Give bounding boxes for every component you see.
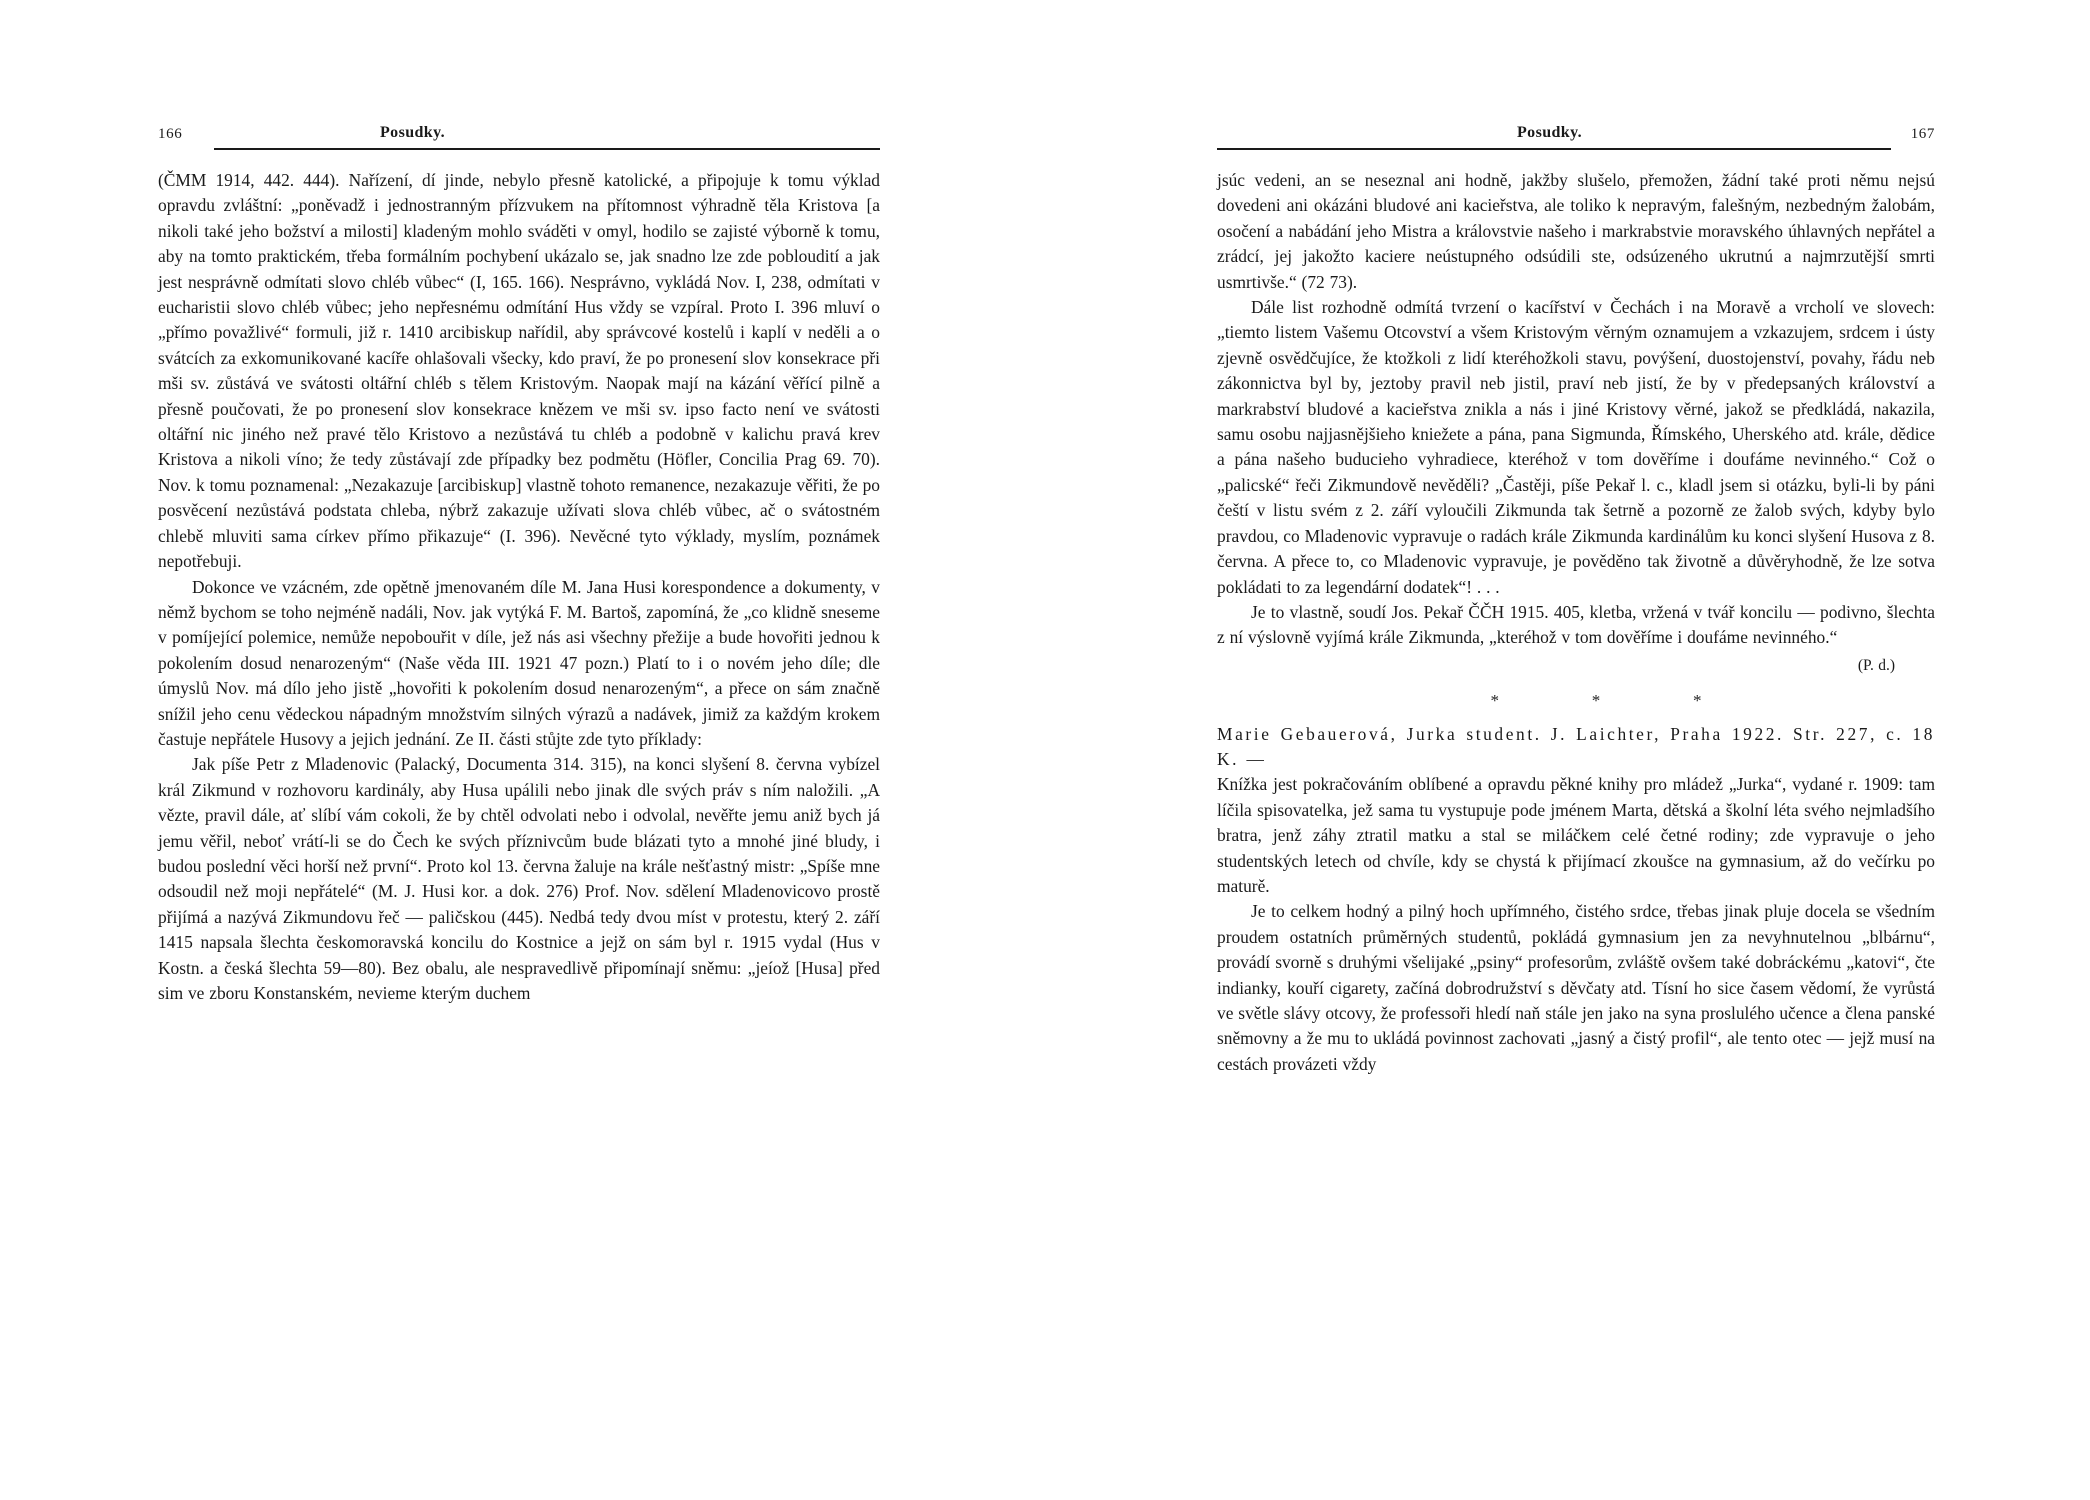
section-divider-stars: * * * [1490,691,1746,711]
left-column [158,120,880,1006]
page-right [1045,0,2090,1500]
running-title-left: Posudky. [380,124,446,141]
paragraph: Knížka jest pokračováním oblíbené a opravdu pěkné knihy pro mládež „Jurka“, vydané r. 1909: tam líčila spisovatelka, jež sama tu vystupuje pode jménem Marta, dětská a školní léta svého nejmladšího bratra, jenž záhy ztratil matku a stal se miláčkem celé četné rodiny; zde vypravuje o jeho studentských letech od chvíle, kdy se chystá k přijímací zkoušce na gymnasium, až do večírku po maturě. [1217,774,1935,896]
paragraph: Je to celkem hodný a pilný hoch upřímného, čistého srdce, třebas jinak pluje docela se všedním proudem ostatních průměrných studentů, pokládá gymnasium jen za nevyhnutelnou „blbárnu“, provádí svorně s druhými všelijaké „psiny“ profesorům, zvláště ovšem také dobráckému „katovi“, čte indianky, kouří cigarety, začíná dobrodružství s děvčaty atd. Tísní ho sice časem vědomí, že vyrůstá ve světle slávy otcovy, že professoři hledí naň stále jen jako na syna proslulého učence a člena panské sněmovny a že mu to ukládá povinnost zachovati „jasný a čistý profil“, ale tento otec — jejž musí na cestách provázeti vždy [1217,901,1935,1074]
paragraph: Je to vlastně, soudí Jos. Pekař ČČH 1915. 405, kletba, vržená v tvář koncilu — podivno, šlechta z ní výslovně vyjímá krále Zikmunda, „kteréhož v tom dověříme i doufáme nevinného.“ [1217,601,1935,648]
head-rule-right [1217,148,1891,150]
paragraph: Dokonce ve vzácném, zde opětně jmenovaném díle M. Jana Husi korespondence a dokumenty, v němž bychom se toho nejméně nadáli, Nov. jak vytýká F. M. Bartoš, zapomíná, že „co klidně sneseme v pomíjející polemice, nemůže nepobouřit v díle, jež nás asi všechny přežije a bude hovořiti jednou k pokolením dosud nenarozeným“ (Naše věda III. 1921 47 pozn.) Platí to i o novém jeho díle; dle úmyslů Nov. má dílo jeho jistě „hovořiti k pokolením dosud nenarozeným“, a přece on sám značně snížil jeho cenu vědeckou nápadným množstvím silných výrazů a nadávek, jimiž za každým krokem častuje nepřátele Husovy a jejich jednání. Ze II. části stůjte zde tyto příklady: [158,576,880,749]
paragraph: Jak píše Petr z Mladenovic (Palacký, Documenta 314. 315), na konci slyšení 8. června vybízel král Zikmund v rozhovoru kardinály, aby Husa upálili nebo jinak dle svých práv s ním naložili. „A vězte, pravil dále, ať slíbí vám cokoli, že by chtěl odvolati nebo i odvolal, nevěřte jemu aniž bych já jemu věřil, neboť vrátí-li se do Čech ke svých příznivcům bude blázati tyto a mnohé jiné bludy, i budou poslední věci horší než první“. Proto kol 13. června žaluje na krále nešťastný mistr: „Spíše mne odsoudil než moji nepřátelé“ (M. J. Husi kor. a dok. 276) Prof. Nov. sdělení Mladenovicovo prostě přijímá a nazývá Zikmundovu řeč — paličskou (445). Nedbá tedy dvou míst v protestu, který 2. září 1415 napsala šlechta českomoravská koncilu do Kostnice a jejž on sám byl r. 1915 vydal (Hus v Kostn. a česká šlechta 59—80). Bez obalu, ale nespravedlivě připomínají sněmu: „jeíož [Husa] před sim ve zboru Konstanském, nevieme kterým duchem [158,754,880,1003]
paragraph: Dále list rozhodně odmítá tvrzení o kacířství v Čechách i na Moravě a vrcholí ve slovech: „tiemto listem Vašemu Otcovství a všem Kristovým věrným oznamujem a vzkazujem, srdcem i ústy zjevně osvědčujíce, že ktožkoli z lidí kteréhožkoli stavu, povýšení, duostojenství, povahy, řádu neb zákonnictva byl by, jeztoby pravil neb jistil, praví neb jistí, že by v předepsaných království a markrabství bludové a kacieřstva znikla a nás i jiné Kristovy věrné, jakož se předkládá, nakazila, samu osobu najjasnějšieho kniežete a pána, pana Sigmunda, Římského, Uherského atd. krále, dědice a pána našeho buducieho vyhradiece, kteréhož v tom dověříme i doufáme nevinného.“ Což o „palicské“ řeči Zikmundově nevěděli? „Častěji, píše Pekař l. c., kladl jsem si otázku, byli-li by páni čeští v listu svém z 2. září vyloučili Zikmunda tak šetrně a pozorně ze žalob svých, kdyby bylo pravdou, co Mladenovic vypravuje o radách krále Zikmunda kardinálům ku konci slyšení Husova z 8. června. A přece to, co Mladenovic vypravuje, je pověděno tak životně a důvěryhodně, že lze sotva pokládati to za legendární dodatek“! . . . [1217,297,1935,597]
paragraph: (ČMM 1914, 442. 444). Nařízení, dí jinde, nebylo přesně katolické, a připojuje k tomu výklad opravdu zvláštní: „poněvadž i jednostranným přízvukem na přítomnost výhradně těla Kristova [a nikoli také jeho božství a milosti] kladeným mohlo sváděti v omyl, hodilo se zajisté výborně k tomu, aby na tomto praktickém, třeba formálním pochybení ukázalo se, jak snadno lze zde pobloudití a jak jest nesprávně odmítati slovo chléb vůbec“ (I, 165. 166). Nesprávno, vykládá Nov. I, 238, odmítati v eucharistii slovo chléb vůbec; jeho nepřesnému odmítání Hus vždy se vzpíral. Proto I. 396 mluví o „přímo považlivé“ formuli, již r. 1410 arcibiskup nařídil, aby správcové kostelů i kaplí v neděli a o svátcích za exkomunikované kacíře ohlašovali všecky, kdo praví, že po pronesení slov konsekrace při mši sv. zůstává ve svátosti oltářní chléb s tělem Kristovým. Naopak mají na kázání věřící pilně a přesně poučovati, že po pronesení slov konsekrace knězem ve mši sv. ipso facto není ve svátosti oltářní nic jiného než pravé tělo Kristovo a nezůstává tu chléb a podobně v kalichu pravá krev Kristova a nikoli víno; že tedy zůstávají zde případky bez podmětu (Höfler, Concilia Prag 69. 70). Nov. k tomu poznamenal: „Nezakazuje [arcibiskup] vlastně tohoto remanence, nezakazuje věřiti, že po posvěcení nezůstává podstata chleba, nýbrž zakazuje užívati slova chléb vůbec, ač o svátostném chlebě mluviti sama církev přímo přikazuje“ (I. 396). Nevěcné tyto výklady, myslím, poznámek nepotřebuji. [158,170,880,572]
reviewer-signature: (P. d.) [1857,656,1895,674]
right-running-head [1217,120,1935,154]
paragraph: jsúc vedeni, an se neseznal ani hodně, jakžby slušelo, přemožen, žádní také proti němu nejsú dovedeni ani okázáni bludové ani kacieřstva, ale toliko k nepravým, falešným, nezbedným žalobám, osočení a nabádání jeho Mistra a královstvie našeho i markrabstvie moravského úhlavných nepřátel a zrádcí, jej jakožto kaciere neústupného odsúdili ste, odsúzeného ukrutnú a najmrzutější smrti usmrtivše.“ (72 73). [1217,170,1935,292]
head-rule-left [214,148,880,150]
review-heading: Marie Gebauerová, Jurka student. J. Laichter, Praha 1922. Str. 227, c. 18 K. — [1217,723,1935,769]
folio-right: 167 [1910,126,1935,142]
left-running-head [158,120,880,154]
right-column [1217,120,1935,1077]
left-body-text [158,168,880,1006]
folio-left: 166 [158,126,183,142]
running-title-right: Posudky. [1517,124,1583,141]
right-body-text [1217,168,1935,1077]
